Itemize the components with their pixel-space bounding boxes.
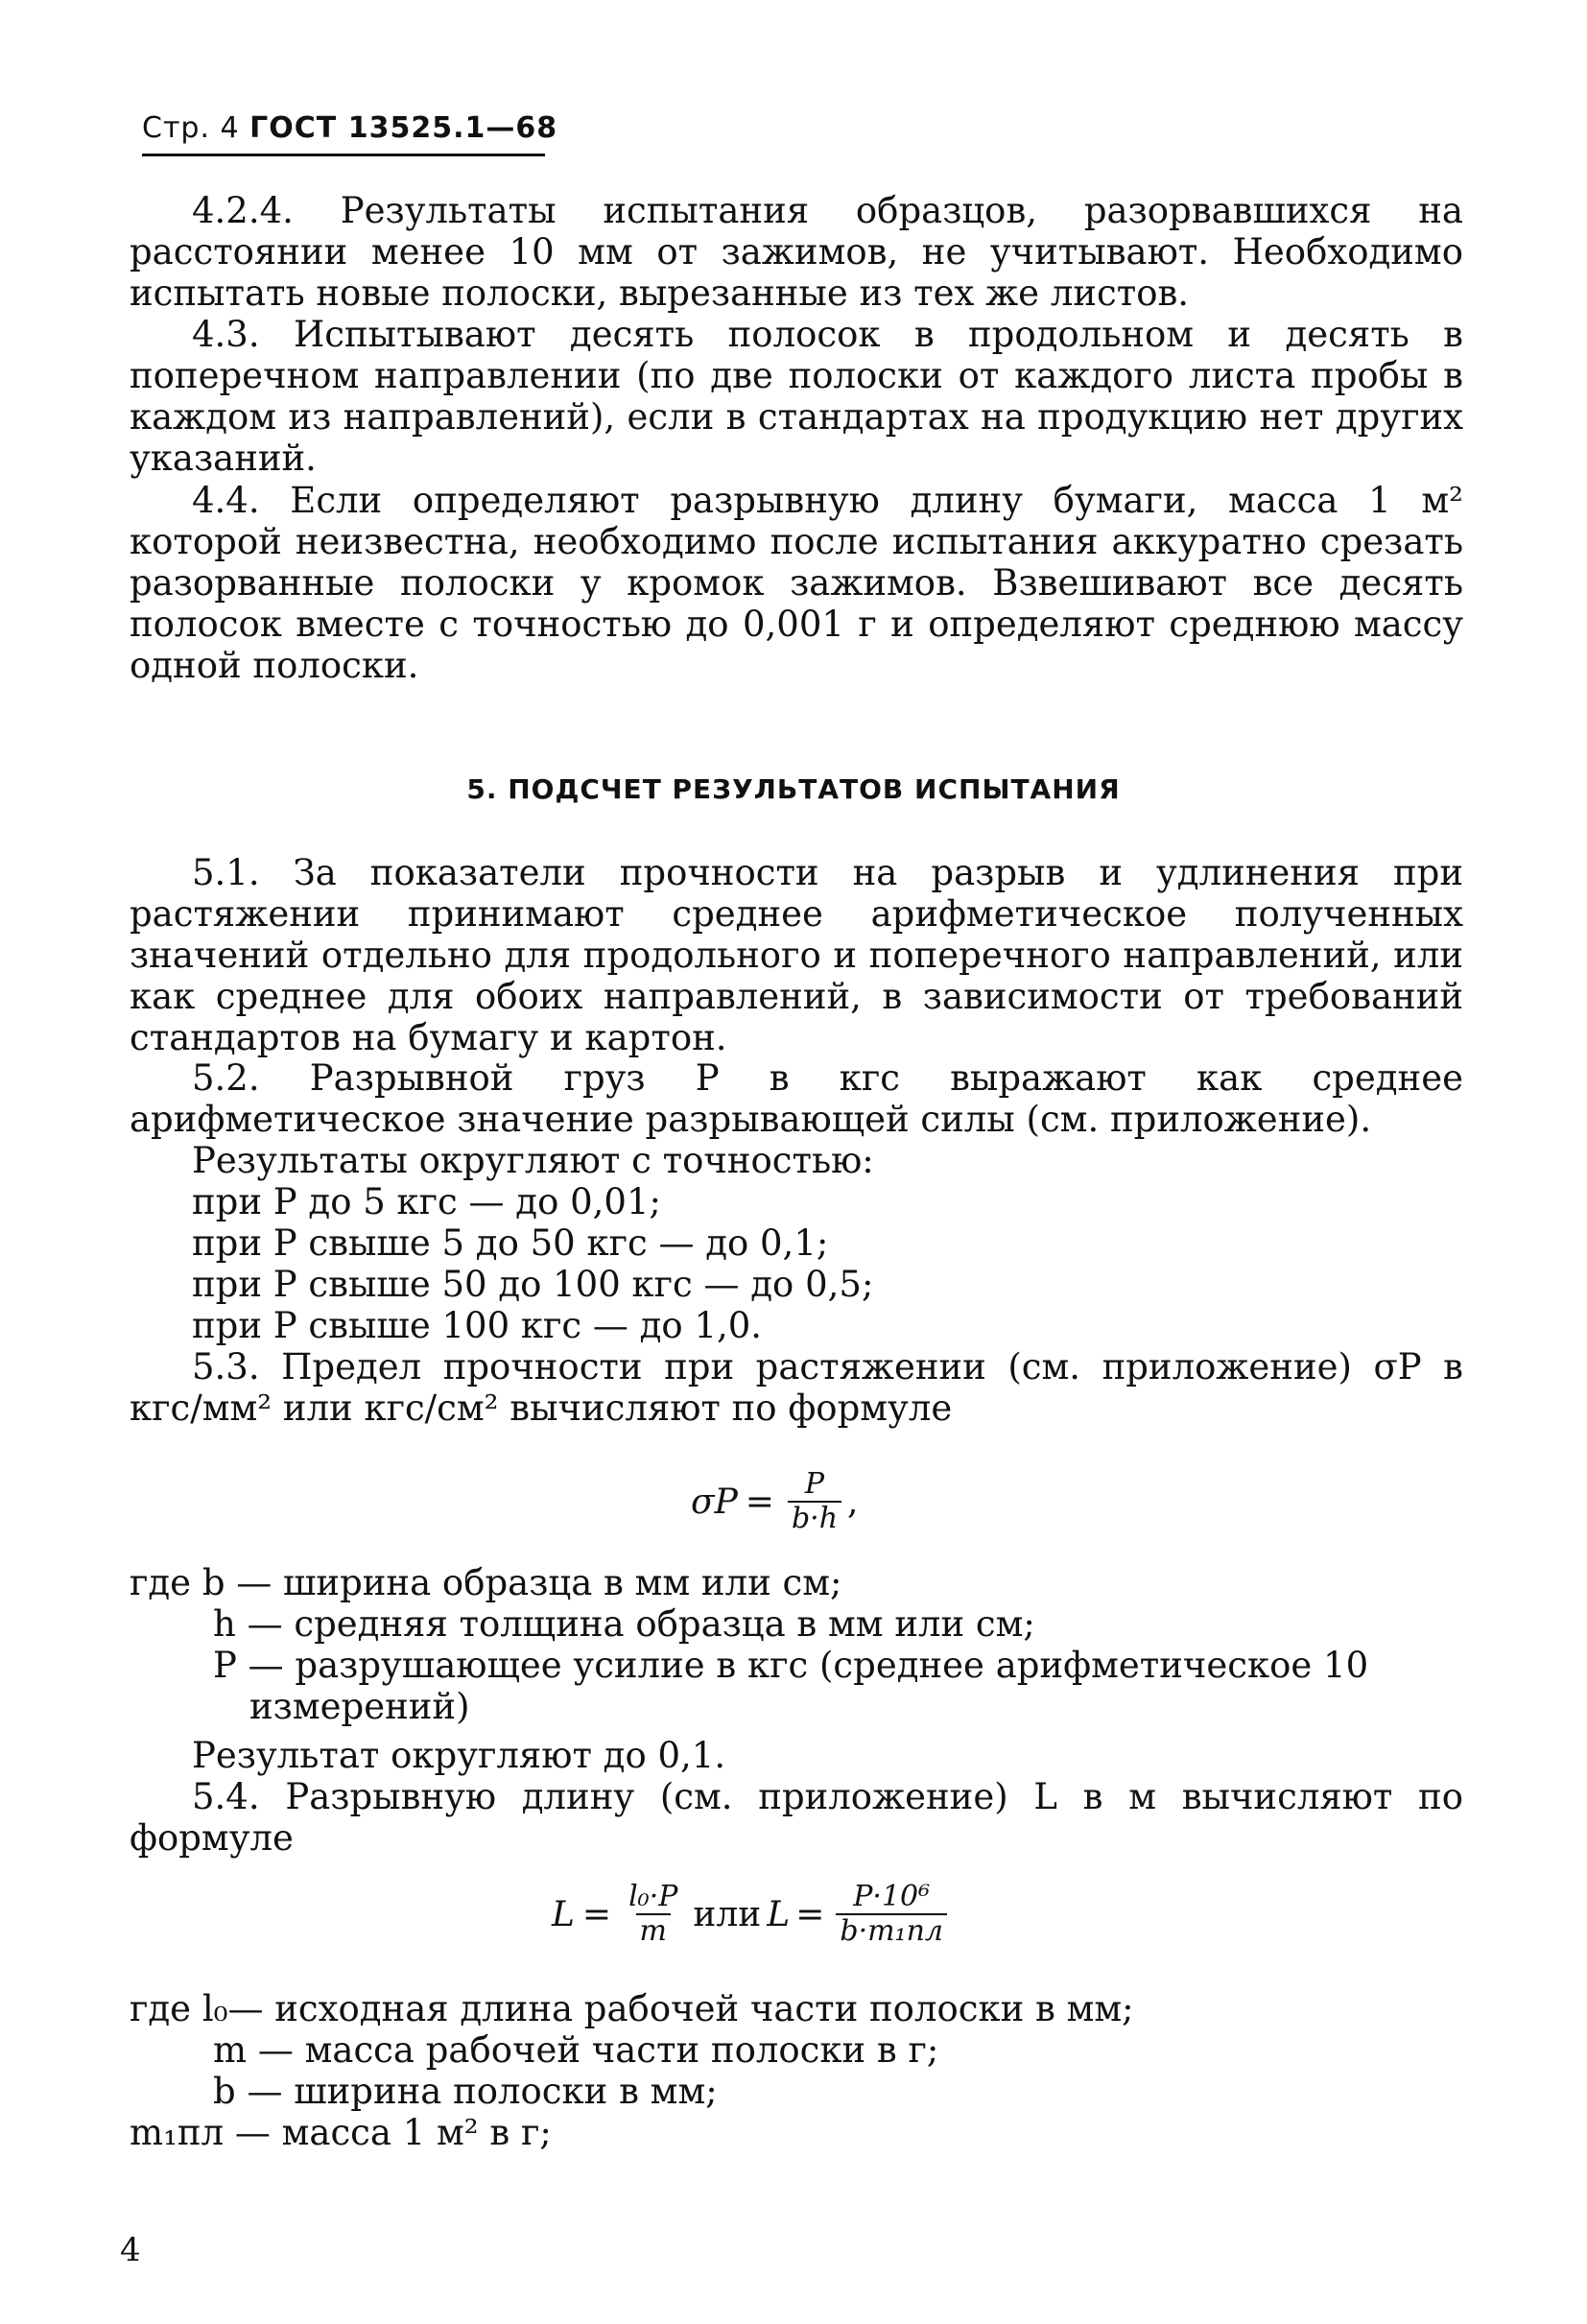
formula-equals: = — [745, 1482, 774, 1522]
paragraph-4-3: 4.3. Испытывают десять полосок в продольном и десять в поперечном направлении (по две полоски от каждого листа пробы в каждом из направлений), если в стандартах на продукцию нет других указаний. — [130, 314, 1463, 479]
paragraph-4-4: 4.4. Если определяют разрывную длину бумаги, масса 1 м² которой неизвестна, необходимо после испытания аккуратно срезать разорванные полоски у кромок зажимов. Взвешивают все десять полосок вместе с точностью до 0,001 г и определяют среднюю массу одной полоски. — [130, 480, 1463, 686]
formula-denominator: b·h — [788, 1501, 841, 1535]
paragraph-4-2-4: 4.2.4. Результаты испытания образцов, разорвавшихся на расстоянии менее 10 мм от зажимов, не учитывают. Необходимо испытать новые полоски, вырезанные из тех же листов. — [130, 190, 1463, 314]
rounding-item: при P свыше 50 до 100 кгс — до 0,5; — [192, 1264, 874, 1305]
paragraph-5-2: 5.2. Разрывной груз P в кгс выражают как среднее арифметическое значение разрывающей силы (см. приложение). — [130, 1057, 1463, 1140]
paragraph-5-1: 5.1. За показатели прочности на разрыв и удлинения при растяжении принимают среднее арифметическое полученных значений отдельно для продольного и поперечного направлений, или как среднее для обоих направлений, в зависимости от требований стандартов на бумагу и картон. — [130, 852, 1463, 1058]
formula-fraction — [788, 1468, 841, 1535]
section-title: 5. ПОДСЧЕТ РЕЗУЛЬТАТОВ ИСПЫТАНИЯ — [466, 773, 1121, 805]
formula-equals: = — [581, 1894, 612, 1934]
formula-equals-2: = — [795, 1894, 825, 1934]
paragraph-5-4: 5.4. Разрывную длину (см. приложение) L в м вычисляют по формуле — [130, 1776, 1463, 1859]
formula-lhs-2: L — [767, 1894, 791, 1934]
rounding-item: при P свыше 5 до 50 кгс — до 0,1; — [192, 1222, 829, 1264]
rounding-item: при P свыше 100 кгс — до 1,0. — [192, 1305, 763, 1346]
definition-p-cont: измерений) — [249, 1686, 470, 1727]
formula-numerator: P — [804, 1467, 825, 1501]
page-header — [142, 111, 557, 145]
formula-fraction-1 — [625, 1881, 681, 1948]
formula-numerator: P·10⁶ — [853, 1880, 931, 1913]
definition-p: P — разрушающее усилие в кгс (среднее арифметическое 10 — [213, 1645, 1369, 1686]
page-label: Стр. 4 — [142, 111, 240, 145]
formula-numerator: l₀·P — [628, 1880, 678, 1913]
rounding-intro: Результаты округляют с точностью: — [192, 1140, 874, 1181]
standard-number: ГОСТ 13525.1—68 — [249, 111, 558, 145]
formula-breaking-length — [552, 1881, 953, 1948]
rounding-item: при P до 5 кгс — до 0,01; — [192, 1181, 661, 1222]
formula-fraction-2 — [836, 1881, 947, 1948]
formula-comma: , — [847, 1482, 859, 1522]
formula-lhs: σP — [691, 1482, 738, 1522]
result-rounding: Результат округляют до 0,1. — [192, 1735, 726, 1776]
definition-b2: b — ширина полоски в мм; — [213, 2071, 718, 2112]
paragraph-5-3: 5.3. Предел прочности при растяжении (см. приложение) σP в кгс/мм² или кгс/см² вычисляют по формуле — [130, 1346, 1463, 1429]
formula-tensile-strength — [691, 1468, 858, 1535]
formula-denominator: m — [636, 1913, 671, 1948]
definition-l0: где l₀— исходная длина рабочей части полоски в мм; — [130, 1988, 1134, 2029]
header-rule — [142, 154, 545, 156]
definition-m: m — масса рабочей части полоски в г; — [213, 2029, 939, 2071]
definition-b: где b — ширина образца в мм или см; — [130, 1562, 842, 1603]
definition-h: h — средняя толщина образца в мм или см; — [213, 1603, 1035, 1645]
page-number: 4 — [120, 2231, 141, 2269]
definition-m1: m₁пл — масса 1 м² в г; — [130, 2112, 552, 2153]
formula-denominator: b·m₁пл — [836, 1913, 947, 1948]
formula-lhs: L — [552, 1894, 575, 1934]
formula-or: или — [693, 1894, 762, 1934]
